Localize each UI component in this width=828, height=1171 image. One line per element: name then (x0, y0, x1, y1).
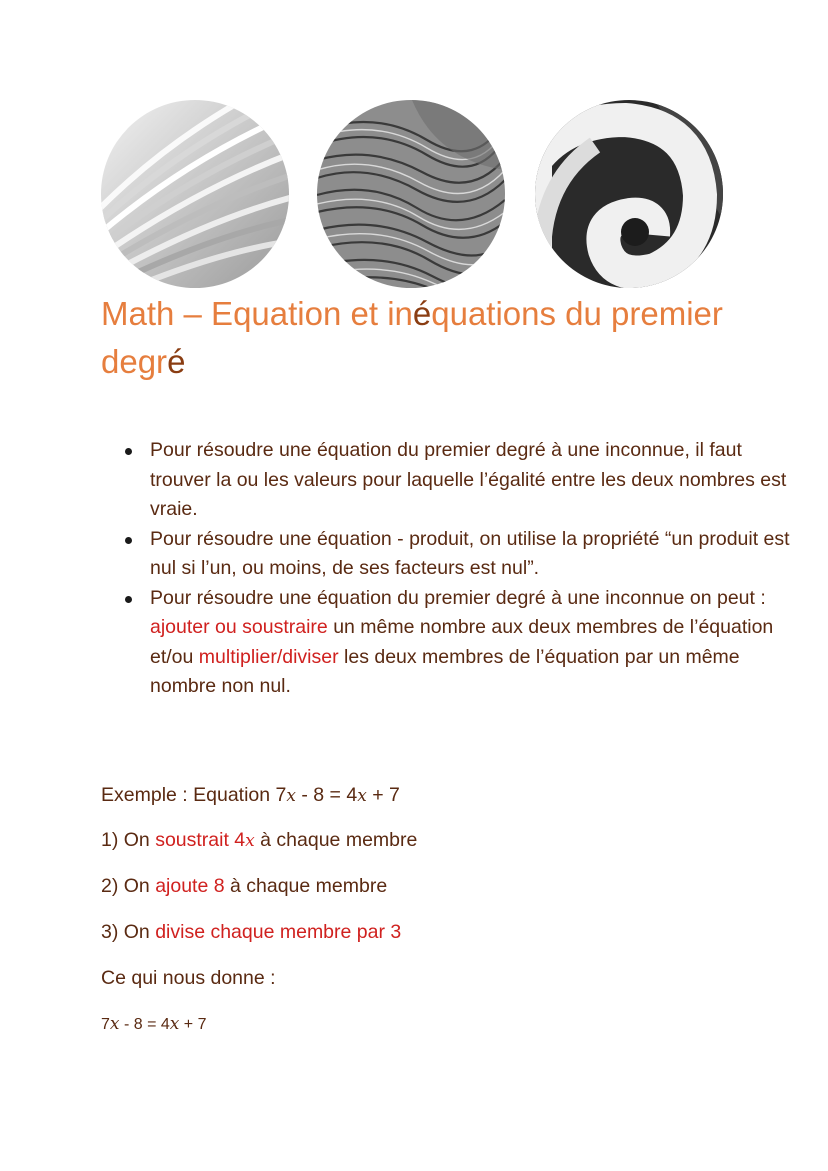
step-1 (101, 826, 417, 855)
list-item (150, 436, 790, 525)
bullet-text: Pour résoudre une équation - produit, on utilise la propriété “un produit est nul si l’un, ou moins, de ses facteurs est nul”. (150, 527, 790, 579)
result-label: Ce qui nous donne : (101, 967, 276, 989)
equation-text: + 7 (179, 1016, 207, 1033)
highlight-text: ajoute 8 (155, 875, 225, 897)
title-text: quations du premier degr (101, 295, 723, 380)
paper-pages-image (101, 100, 289, 288)
variable-x: x (245, 831, 255, 851)
equation-text: - 8 = 4 (119, 1016, 170, 1033)
spiral-staircase-image (535, 100, 723, 288)
wood-grain-image (317, 100, 505, 288)
title-accent: é (412, 295, 432, 332)
example-text: - 8 = 4 (295, 784, 358, 806)
list-item (150, 584, 790, 702)
variable-x: x (357, 786, 367, 806)
bullet-list (101, 436, 790, 702)
list-item (150, 525, 790, 584)
step-suffix: à chaque membre (224, 875, 388, 897)
step-prefix: 3) On (101, 921, 156, 943)
equation-text: 7 (101, 1016, 110, 1033)
page-title (101, 290, 741, 386)
step-prefix: 2) On (101, 875, 156, 897)
bullet-text: les deux membres de l’équation par un même nombre non nul. (150, 645, 740, 697)
example-label: Exemple : Equation 7 (101, 784, 287, 806)
highlight-text: soustrait 4 (155, 829, 246, 851)
bullet-text: Pour résoudre une équation du premier degré à une inconnue on peut : (150, 586, 766, 609)
bullet-text: Pour résoudre une équation du premier degré à une inconnue, il faut trouver la ou les valeurs pour laquelle l’égalité entre les deux nombres est vraie. (150, 439, 787, 520)
equation-line (101, 1010, 206, 1039)
example-line (101, 781, 400, 810)
bullet-text: un même nombre aux deux membres de l’équation et/ou (150, 616, 774, 668)
variable-x: x (286, 786, 296, 806)
highlight-text: multiplier/diviser (198, 645, 339, 668)
step-suffix: à chaque membre (254, 829, 418, 851)
highlight-text: ajouter ou soustraire (150, 616, 328, 638)
title-text: Math – Equation et in (101, 295, 413, 332)
title-accent: é (167, 343, 186, 380)
step-2 (101, 872, 387, 900)
variable-x: x (109, 1014, 120, 1034)
step-prefix: 1) On (101, 829, 156, 851)
variable-x: x (169, 1014, 180, 1034)
step-3 (101, 918, 401, 946)
example-text: + 7 (366, 784, 400, 806)
header-images (101, 100, 731, 290)
highlight-text: divise chaque membre par 3 (155, 921, 402, 943)
